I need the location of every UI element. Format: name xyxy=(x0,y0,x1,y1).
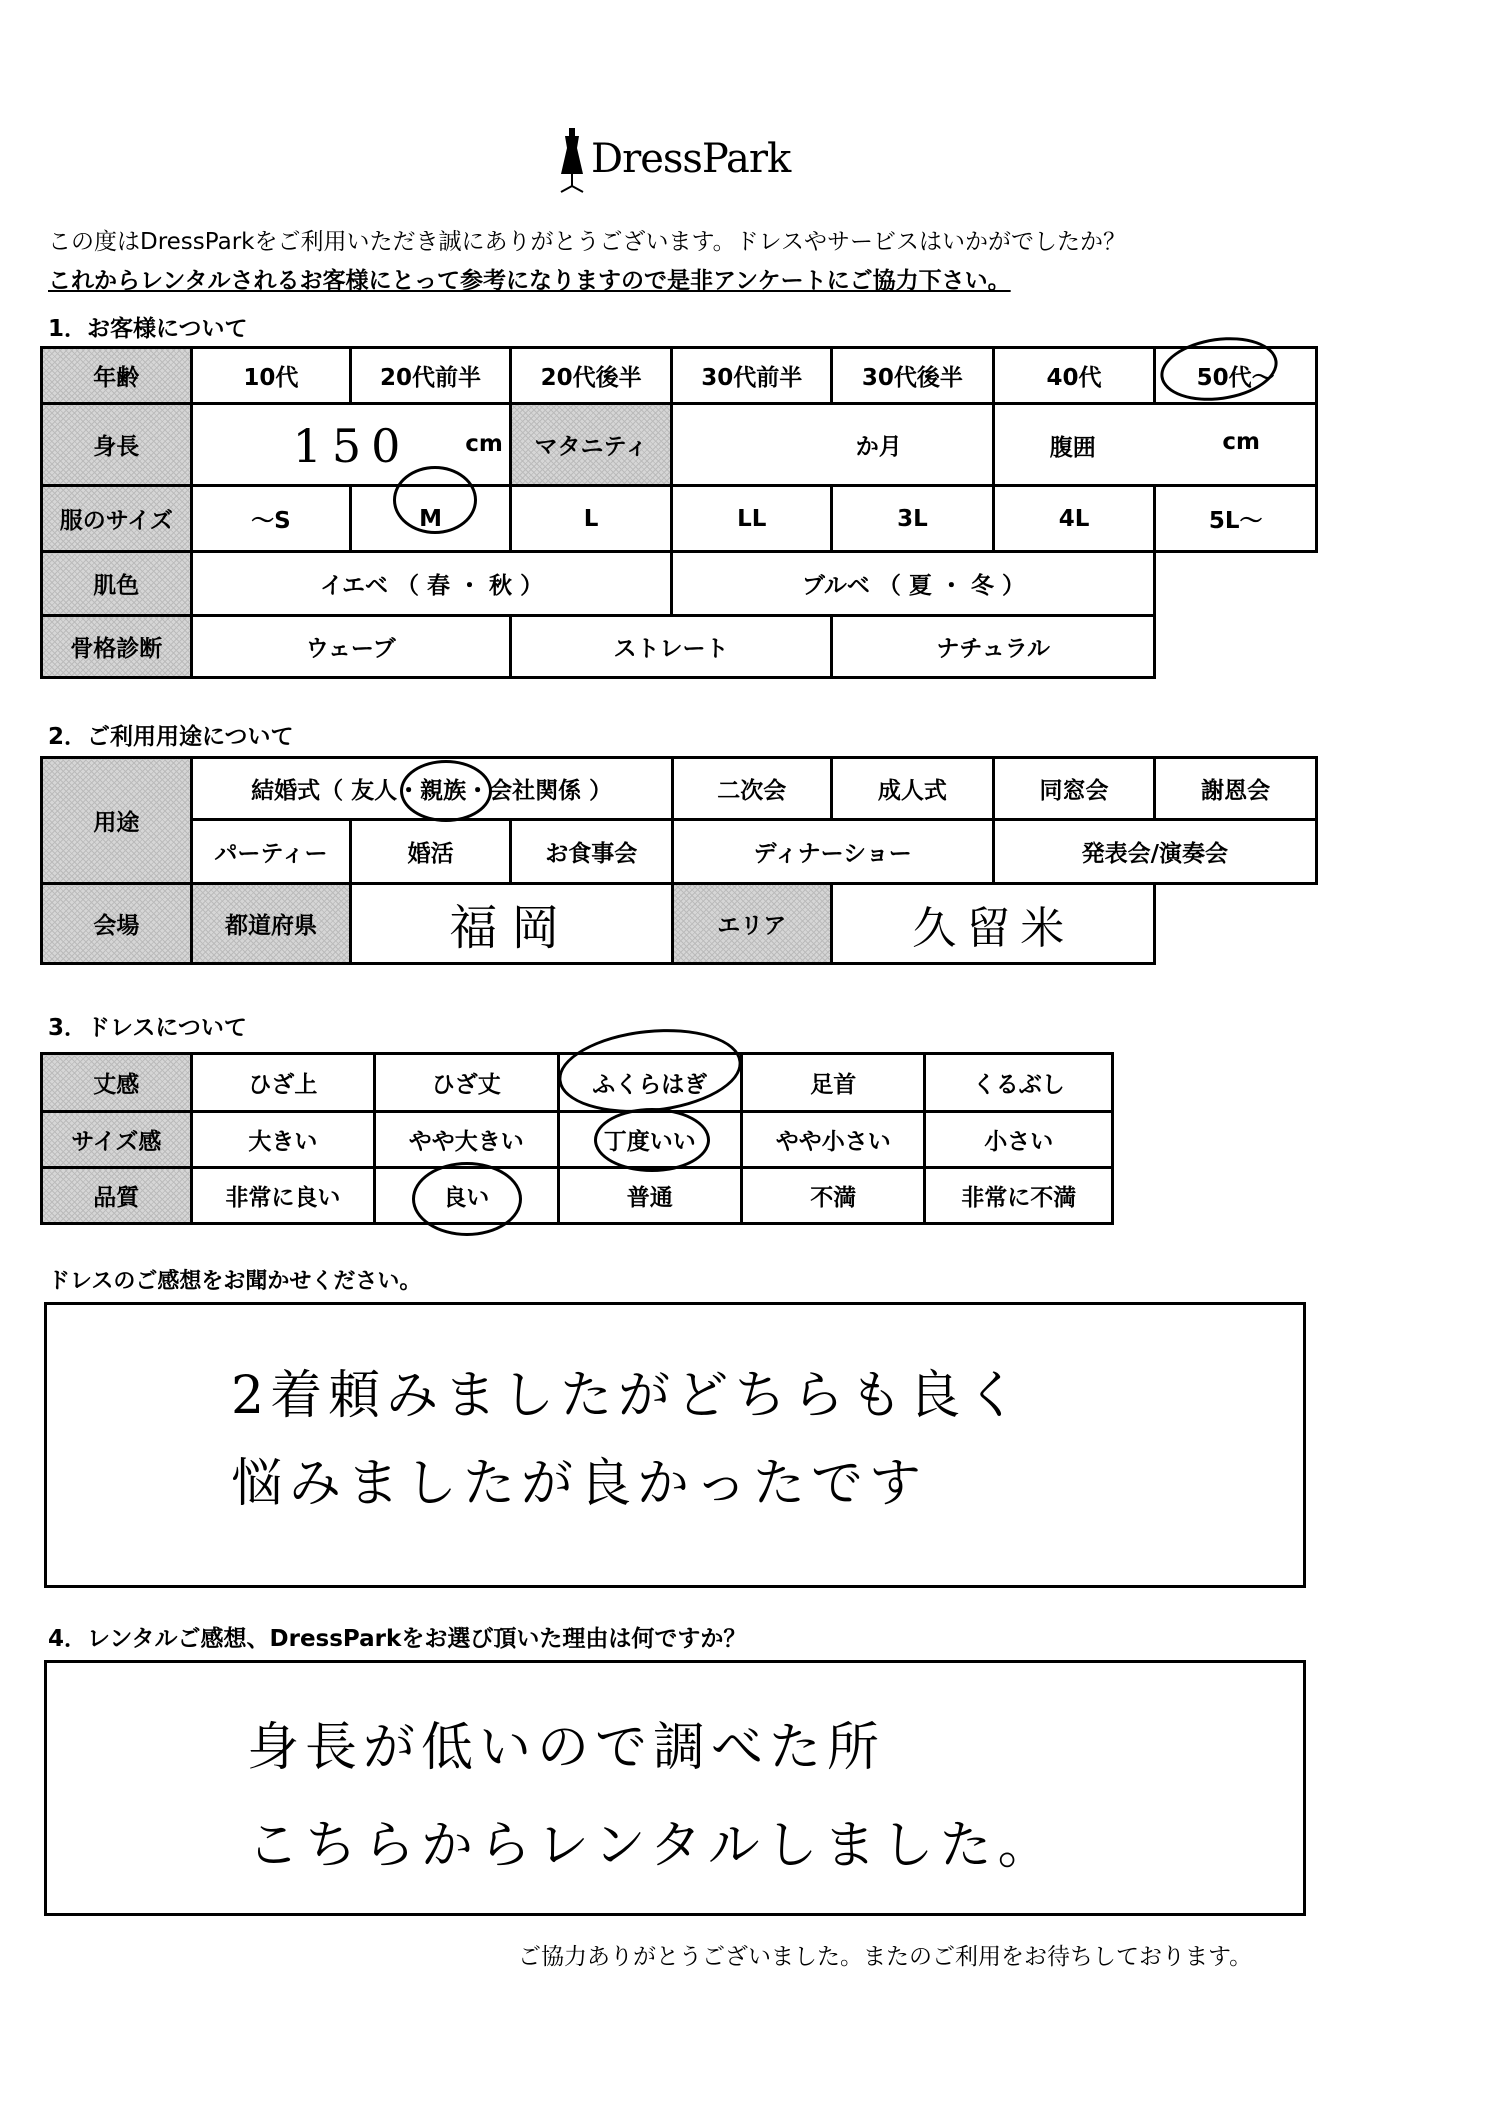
maternity-label: マタニティ xyxy=(510,404,672,486)
size-option[interactable]: 4L xyxy=(993,486,1155,552)
intro-request: これからレンタルされるお客様にとって参考になりますので是非アンケートにご協力下さい。 xyxy=(48,268,1011,294)
dress-comment-line: 2着頼みましたがどちらも良く xyxy=(231,1366,1025,1426)
skin-label: 肌色 xyxy=(42,552,192,616)
dress-comment-line: 悩みましたが良かったです xyxy=(231,1454,928,1514)
section2-title: 2．ご利用用途について xyxy=(48,724,294,750)
selection-circle xyxy=(393,466,477,534)
venue-label: 会場 xyxy=(42,884,192,964)
fit-option[interactable]: 小さい xyxy=(925,1112,1113,1168)
selection-circle xyxy=(400,760,492,822)
age-option[interactable]: 40代 xyxy=(993,348,1155,404)
length-option-selected[interactable]: ふくらはぎ xyxy=(558,1054,741,1112)
frame-option[interactable]: ストレート xyxy=(510,616,831,678)
usage-option[interactable]: ディナーショー xyxy=(672,820,993,884)
section4-title: 4．レンタルご感想、DressParkをお選び頂いた理由は何ですか？ xyxy=(48,1626,747,1652)
usage-option[interactable]: 婚活 xyxy=(351,820,511,884)
customer-table xyxy=(40,346,1318,679)
prefecture-value[interactable]: 福岡 xyxy=(351,884,672,964)
height-label: 身長 xyxy=(42,404,192,486)
intro-text: この度はDressParkをご利用いただき誠にありがとうございます。ドレスやサービスはいかがでしたか？ xyxy=(48,229,1126,255)
area-label: エリア xyxy=(672,884,832,964)
usage-wedding[interactable]: 結婚式（ 友人・親族・会社関係 ） xyxy=(191,758,672,820)
waist-unit: cm xyxy=(1222,429,1260,455)
area-value[interactable]: 久留米 xyxy=(832,884,1155,964)
length-option[interactable]: くるぶし xyxy=(925,1054,1113,1112)
frame-option[interactable]: ナチュラル xyxy=(832,616,1155,678)
height-value: 150 xyxy=(292,419,411,473)
age-label: 年齢 xyxy=(42,348,192,404)
quality-option[interactable]: 非常に良い xyxy=(191,1168,374,1224)
reason-answer-box[interactable] xyxy=(44,1660,1306,1916)
length-label: 丈感 xyxy=(42,1054,192,1112)
reason-answer-line: こちらからレンタルしました。 xyxy=(247,1816,1056,1876)
age-option[interactable]: 20代前半 xyxy=(351,348,511,404)
length-option[interactable]: ひざ上 xyxy=(191,1054,374,1112)
age-option[interactable]: 30代後半 xyxy=(832,348,994,404)
thank-you-footer: ご協力ありがとうございました。またのご利用をお待ちしております。 xyxy=(518,1944,1253,1970)
usage-option[interactable]: 謝恩会 xyxy=(1155,758,1317,820)
age-option[interactable]: 10代 xyxy=(191,348,351,404)
age-option[interactable]: 30代前半 xyxy=(672,348,832,404)
size-label: 服のサイズ xyxy=(42,486,192,552)
usage-option[interactable]: お食事会 xyxy=(510,820,672,884)
skin-yellow-option[interactable]: イエベ （ 春 ・ 秋 ） xyxy=(191,552,672,616)
fit-option[interactable]: やや大きい xyxy=(375,1112,558,1168)
size-option[interactable]: ～S xyxy=(191,486,351,552)
quality-label: 品質 xyxy=(42,1168,192,1224)
waist-label: 腹囲 xyxy=(1049,435,1096,461)
dresspark-logo xyxy=(555,128,795,194)
age-option[interactable]: 20代後半 xyxy=(510,348,672,404)
dress-form-icon xyxy=(555,128,589,194)
section3-title: 3．ドレスについて xyxy=(48,1015,247,1041)
size-option[interactable]: LL xyxy=(672,486,832,552)
length-option[interactable]: ひざ丈 xyxy=(375,1054,558,1112)
section1-title: 1．お客様について xyxy=(48,316,248,342)
usage-table xyxy=(40,756,1318,965)
waist-field[interactable] xyxy=(993,404,1316,486)
quality-option[interactable]: 不満 xyxy=(742,1168,925,1224)
selection-circle xyxy=(594,1108,710,1172)
size-option-selected[interactable]: M xyxy=(351,486,511,552)
fit-option-selected[interactable]: 丁度いい xyxy=(558,1112,741,1168)
fit-option[interactable]: やや小さい xyxy=(742,1112,925,1168)
height-field[interactable] xyxy=(191,404,510,486)
usage-label: 用途 xyxy=(42,758,192,884)
maternity-months[interactable]: か月 xyxy=(672,404,993,486)
size-option[interactable]: L xyxy=(510,486,672,552)
reason-answer-line: 身長が低いので調べた所 xyxy=(247,1718,886,1778)
usage-option[interactable]: 同窓会 xyxy=(993,758,1155,820)
age-option-selected[interactable]: 50代～ xyxy=(1155,348,1317,404)
frame-label: 骨格診断 xyxy=(42,616,192,678)
length-option[interactable]: 足首 xyxy=(742,1054,925,1112)
quality-option-selected[interactable]: 良い xyxy=(375,1168,558,1224)
frame-option[interactable]: ウェーブ xyxy=(191,616,510,678)
fit-option[interactable]: 大きい xyxy=(191,1112,374,1168)
dress-comment-box[interactable] xyxy=(44,1302,1306,1588)
prefecture-label: 都道府県 xyxy=(191,884,351,964)
size-option[interactable]: 5L～ xyxy=(1155,486,1317,552)
usage-option[interactable]: 発表会/演奏会 xyxy=(993,820,1316,884)
brand-name: DressPark xyxy=(591,136,791,182)
quality-option[interactable]: 非常に不満 xyxy=(925,1168,1113,1224)
usage-option[interactable]: 二次会 xyxy=(672,758,832,820)
dress-comment-prompt: ドレスのご感想をお聞かせください。 xyxy=(48,1269,422,1294)
usage-option[interactable]: パーティー xyxy=(191,820,351,884)
quality-option[interactable]: 普通 xyxy=(558,1168,741,1224)
usage-option[interactable]: 成人式 xyxy=(832,758,994,820)
skin-blue-option[interactable]: ブルベ （ 夏 ・ 冬 ） xyxy=(672,552,1155,616)
selection-circle xyxy=(412,1162,522,1236)
size-option[interactable]: 3L xyxy=(832,486,994,552)
height-unit: cm xyxy=(465,431,503,457)
fit-label: サイズ感 xyxy=(42,1112,192,1168)
